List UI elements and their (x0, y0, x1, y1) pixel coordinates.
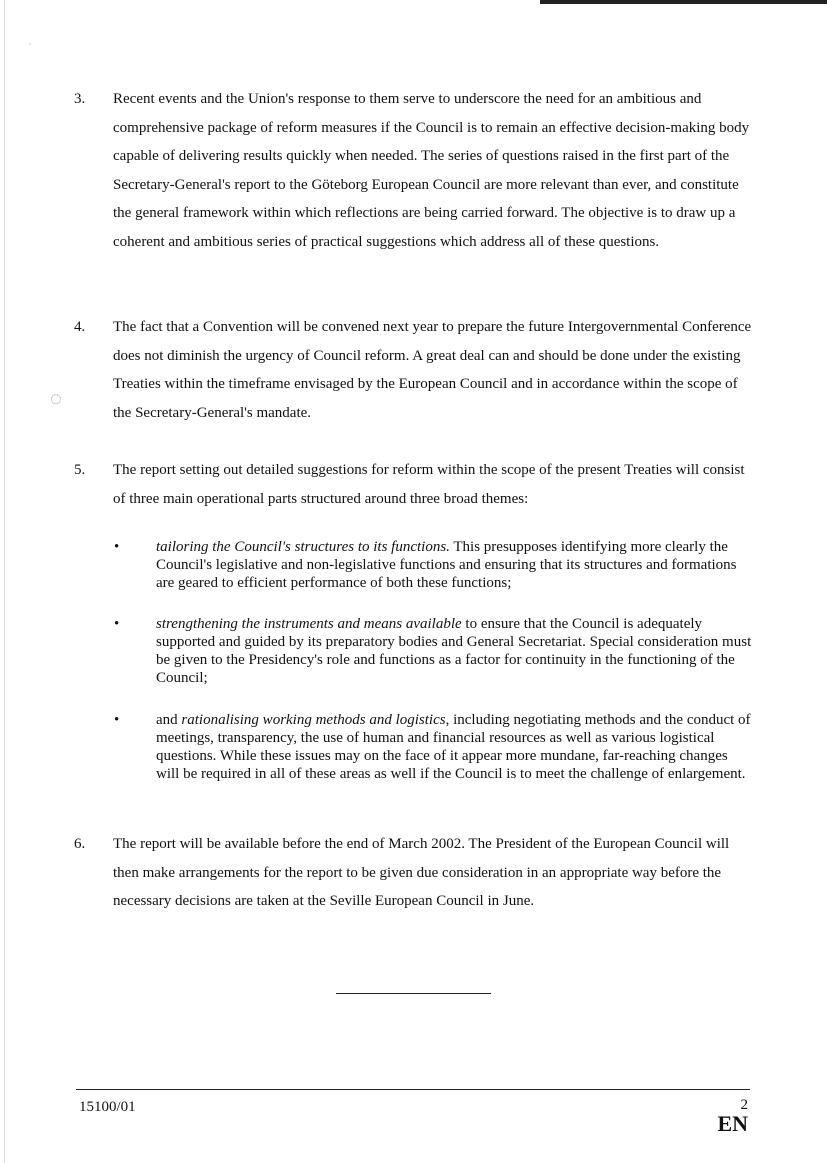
paragraph-number: 6. (74, 836, 86, 852)
paragraph-number: 3. (74, 91, 86, 107)
emphasis: strengthening the instruments and means available (156, 616, 462, 632)
language-code: EN (717, 1111, 748, 1136)
paragraph-text: Recent events and the Union's response to them serve to underscore the need for an ambitious and comprehensive package of reform measures if the Council is to remain an effective decision-making body capable of delivering results quickly when needed. The series of questions raised in the first part of the Secretary-General's report to the Göteborg European Council are more relevant than ever, and constitute the general framework within which reflections are being carried forward. The objective is to draw up a coherent and ambitious series of practical suggestions which address all of these questions. (113, 91, 750, 250)
scan-speck: ˙ (28, 40, 32, 54)
bullet-marker: • (114, 712, 120, 728)
punch-hole-mark: ◌ (50, 388, 62, 410)
bullet-item-tailoring (114, 538, 754, 592)
paragraph-text: The report will be available before the end of March 2002. The President of the European Council will then make arrangements for the report to be given due consideration in an appropriate way before the necessary decisions are taken at the Seville European Council in June. (113, 836, 730, 910)
paragraph-text: The report setting out detailed suggestions for reform within the scope of the present Treaties will consist of three main operational parts structured around three broad themes: (113, 462, 745, 507)
document-number: 15100/01 (79, 1099, 136, 1115)
paragraph-6 (74, 830, 754, 916)
bullet-marker: • (114, 539, 120, 555)
paragraph-number: 5. (74, 462, 86, 478)
page-number: 2 (740, 1097, 748, 1113)
emphasis: tailoring the Council's structures to its functions. (156, 539, 450, 555)
paragraph-5 (74, 456, 754, 513)
paragraph-text: The fact that a Convention will be convened next year to prepare the future Intergovernmental Conference does not diminish the urgency of Council reform. A great deal can and should be done under the existing Treaties within the timeframe envisaged by the European Council and in accordance within the scope of the Secretary-General's mandate. (113, 319, 752, 421)
bullet-text: strengthening the instruments and means available to ensure that the Council is adequately supported and guided by its preparatory bodies and General Secretariat. Special consideration must be given to the Presidency's role and functions as a factor for continuity in the functioning of the Council; (156, 616, 752, 686)
top-rule (540, 0, 827, 4)
end-separator (336, 993, 491, 994)
paragraph-3 (74, 85, 754, 257)
bullet-item-strengthening (114, 615, 754, 687)
bullet-marker: • (114, 616, 120, 632)
bullet-item-rationalising (114, 711, 754, 783)
paragraph-4 (74, 313, 754, 427)
scan-edge (4, 0, 5, 1163)
footer-rule (76, 1089, 750, 1090)
bullet-text: and rationalising working methods and logistics, including negotiating methods and the conduct of meetings, transparency, the use of human and financial resources as well as various logistical questions. While these issues may on the face of it appear more mundane, far-reaching changes will be required in all of these areas as well if the Council is to meet the challenge of enlargement. (156, 712, 751, 782)
paragraph-number: 4. (74, 319, 86, 335)
bullet-text: tailoring the Council's structures to its functions. This presupposes identifying more clearly the Council's legislative and non-legislative functions and ensuring that its structures and formations are geared to efficient performance of both these functions; (156, 539, 737, 591)
emphasis: rationalising working methods and logistics (181, 712, 446, 728)
